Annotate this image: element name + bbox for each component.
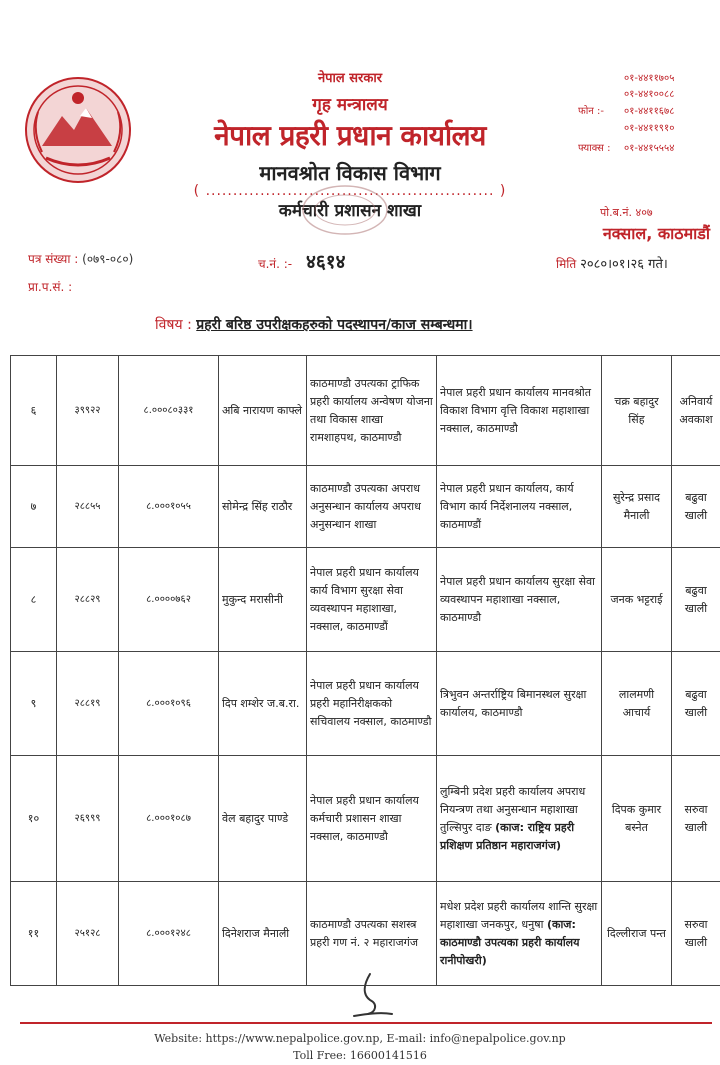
table-row: [11, 652, 720, 756]
replacement-name: जनक भट्टराई: [602, 548, 672, 652]
remark: बढुवा खाली: [672, 548, 720, 652]
remark: सरुवा खाली: [672, 882, 720, 986]
office-location: नक्साल, काठमाडौं: [602, 224, 710, 243]
po-box: पो.ब.नं. ४०७: [600, 206, 653, 219]
new-office-text: मधेश प्रदेश प्रहरी कार्यालय शान्ति सुरक्षा महाशाखा जनकपुर, धनुषा: [440, 899, 598, 931]
employee-id: २८८२९: [57, 548, 119, 652]
employee-id: ३९९२२: [57, 356, 119, 466]
remark: अनिवार्य अवकाश: [672, 356, 720, 466]
employee-code: ८.००००७६२: [119, 548, 219, 652]
employee-code: ८.०००१०९६: [119, 652, 219, 756]
subject-text: प्रहरी बरिष्ठ उपरीक्षकहरुको पदस्थापन/काज सम्बन्धमा।: [196, 317, 473, 333]
phone-number: ०१-४४१००८८: [624, 89, 675, 100]
new-office: त्रिभुवन अन्तर्राष्ट्रिय बिमानस्थल सुरक्षा कार्यालय, काठमाण्डौ: [437, 652, 602, 756]
outgoing-number-value: ४६१४: [305, 251, 346, 273]
deputation-note: (काज: राष्ट्रिय प्रहरी प्रशिक्षण प्रतिष्ठान महाराजगंज): [440, 820, 575, 852]
serial-number: ६: [11, 356, 57, 466]
employee-code: ८.०००८०३३१: [119, 356, 219, 466]
footer-website: [0, 1032, 720, 1045]
subject-line: [155, 315, 473, 334]
letter-number: [28, 250, 133, 267]
received-number-label: प्रा.प.सं. :: [28, 280, 73, 294]
handwritten-signature: [340, 970, 400, 1022]
employee-code: ८.०००१०८७: [119, 756, 219, 882]
serial-number: ९: [11, 652, 57, 756]
ministry-name: गृह मन्त्रालय: [312, 95, 388, 115]
officer-name: मुकुन्द मरासीनी: [219, 548, 307, 652]
nepal-government-emblem: [22, 72, 134, 190]
toll-free-number: Toll Free: 16600141516: [293, 1049, 427, 1062]
replacement-name: दिपक कुमार बस्नेत: [602, 756, 672, 882]
employee-code: ८.०००१०५५: [119, 466, 219, 548]
date-value: २०८०।०१।२६ गते।: [580, 257, 668, 272]
dotted-line: ( ..................................................... ): [193, 183, 507, 199]
fax-number: ०१-४४१५५५४: [624, 143, 675, 154]
office-title: नेपाल प्रहरी प्रधान कार्यालय: [214, 119, 486, 152]
new-office: [437, 882, 602, 986]
serial-number: ७: [11, 466, 57, 548]
phone-label: फोन :-: [578, 106, 605, 117]
current-office: काठमाण्डौ उपत्यका ट्राफिक प्रहरी कार्यालय अन्वेषण योजना तथा विकास शाखा रामशाहपथ, काठमाण्डौ: [307, 356, 437, 466]
footer-divider: [20, 1022, 712, 1024]
website-label: Website:: [154, 1032, 206, 1045]
table-row: [11, 356, 720, 466]
officer-name: अबि नारायण काफ्ले: [219, 356, 307, 466]
replacement-name: दिल्लीराज पन्त: [602, 882, 672, 986]
current-office: नेपाल प्रहरी प्रधान कार्यालय प्रहरी महानिरीक्षकको सचिवालय नक्साल, काठमाण्डौ: [307, 652, 437, 756]
phone-number: ०१-४४११७०५: [624, 73, 675, 84]
government-name: नेपाल सरकार: [317, 71, 383, 86]
new-office-text: लुम्बिनी प्रदेश प्रहरी कार्यालय अपराध नियन्त्रण तथा अनुसन्धान महाशाखा तुल्सिपुर दाङ: [440, 784, 586, 834]
letter-number-value: (०७९-०८०): [82, 252, 134, 266]
new-office: नेपाल प्रहरी प्रधान कार्यालय मानवश्रोत विकाश विभाग वृत्ति विकाश महाशाखा नक्साल, काठमाण्डौ: [437, 356, 602, 466]
employee-code: ८.०००१२४८: [119, 882, 219, 986]
letter-date: [556, 254, 668, 272]
officer-name: दिनेशराज मैनाली: [219, 882, 307, 986]
current-office: काठमाण्डौ उपत्यका अपराध अनुसन्धान कार्यालय अपराध अनुसन्धान शाखा: [307, 466, 437, 548]
current-office: नेपाल प्रहरी प्रधान कार्यालय कार्य विभाग सुरक्षा सेवा व्यवस्थापन महाशाखा, नक्साल, काठमाण्डौं: [307, 548, 437, 652]
subject-label: विषय :: [155, 317, 192, 333]
remark: बढुवा खाली: [672, 652, 720, 756]
serial-number: १०: [11, 756, 57, 882]
website-link[interactable]: https://www.nepalpolice.gov.np: [205, 1032, 380, 1045]
phone-number: ०१-४४११९१०: [624, 123, 675, 134]
officer-name: सोमेन्द्र सिंह राठौर: [219, 466, 307, 548]
current-office: नेपाल प्रहरी प्रधान कार्यालय कर्मचारी प्रशासन शाखा नक्साल, काठमाण्डौ: [307, 756, 437, 882]
fax-label: फ्याक्स :: [578, 143, 611, 154]
employee-id: २६९९९: [57, 756, 119, 882]
officer-name: वेल बहादुर पाण्डे: [219, 756, 307, 882]
serial-number: ८: [11, 548, 57, 652]
employee-id: २८८५५: [57, 466, 119, 548]
table-row: [11, 548, 720, 652]
outgoing-number-label: च.नं. :-: [258, 257, 293, 271]
replacement-name: चक्र बहादुर सिंह: [602, 356, 672, 466]
new-office: नेपाल प्रहरी प्रधान कार्यालय, कार्य विभाग कार्य निर्देशनालय नक्साल, काठमाण्डौं: [437, 466, 602, 548]
deputation-note: (काज: काठमाण्डौ उपत्यका प्रहरी कार्यालय रानीपोखरी): [440, 917, 580, 967]
office-stamp-seal: [300, 183, 390, 237]
employee-id: २८८१९: [57, 652, 119, 756]
new-office: नेपाल प्रहरी प्रधान कार्यालय सुरक्षा सेवा व्यवस्थापन महाशाखा नक्साल, काठमाण्डौ: [437, 548, 602, 652]
table-row: [11, 466, 720, 548]
remark: बढुवा खाली: [672, 466, 720, 548]
employee-id: २५१२८: [57, 882, 119, 986]
date-label: मिति: [556, 257, 577, 271]
officer-name: दिप शम्शेर ज.ब.रा.: [219, 652, 307, 756]
current-office: काठमाण्डौ उपत्यका सशस्त्र प्रहरी गण नं. २ महाराजगंज: [307, 882, 437, 986]
letter-number-label: पत्र संख्या :: [28, 252, 79, 266]
serial-number: ११: [11, 882, 57, 986]
replacement-name: लालमणी आचार्य: [602, 652, 672, 756]
section-name: कर्मचारी प्रशासन शाखा: [278, 201, 422, 221]
transfer-table: [10, 355, 720, 986]
email-label: , E-mail:: [379, 1032, 430, 1045]
email-link[interactable]: info@nepalpolice.gov.np: [429, 1032, 566, 1045]
replacement-name: सुरेन्द्र प्रसाद मैनाली: [602, 466, 672, 548]
table-row: [11, 756, 720, 882]
outgoing-number: [258, 248, 345, 274]
phone-number: ०१-४४११६७८: [624, 106, 675, 117]
remark: सरुवा खाली: [672, 756, 720, 882]
new-office: [437, 756, 602, 882]
department-name: मानवश्रोत विकास विभाग: [259, 161, 441, 185]
